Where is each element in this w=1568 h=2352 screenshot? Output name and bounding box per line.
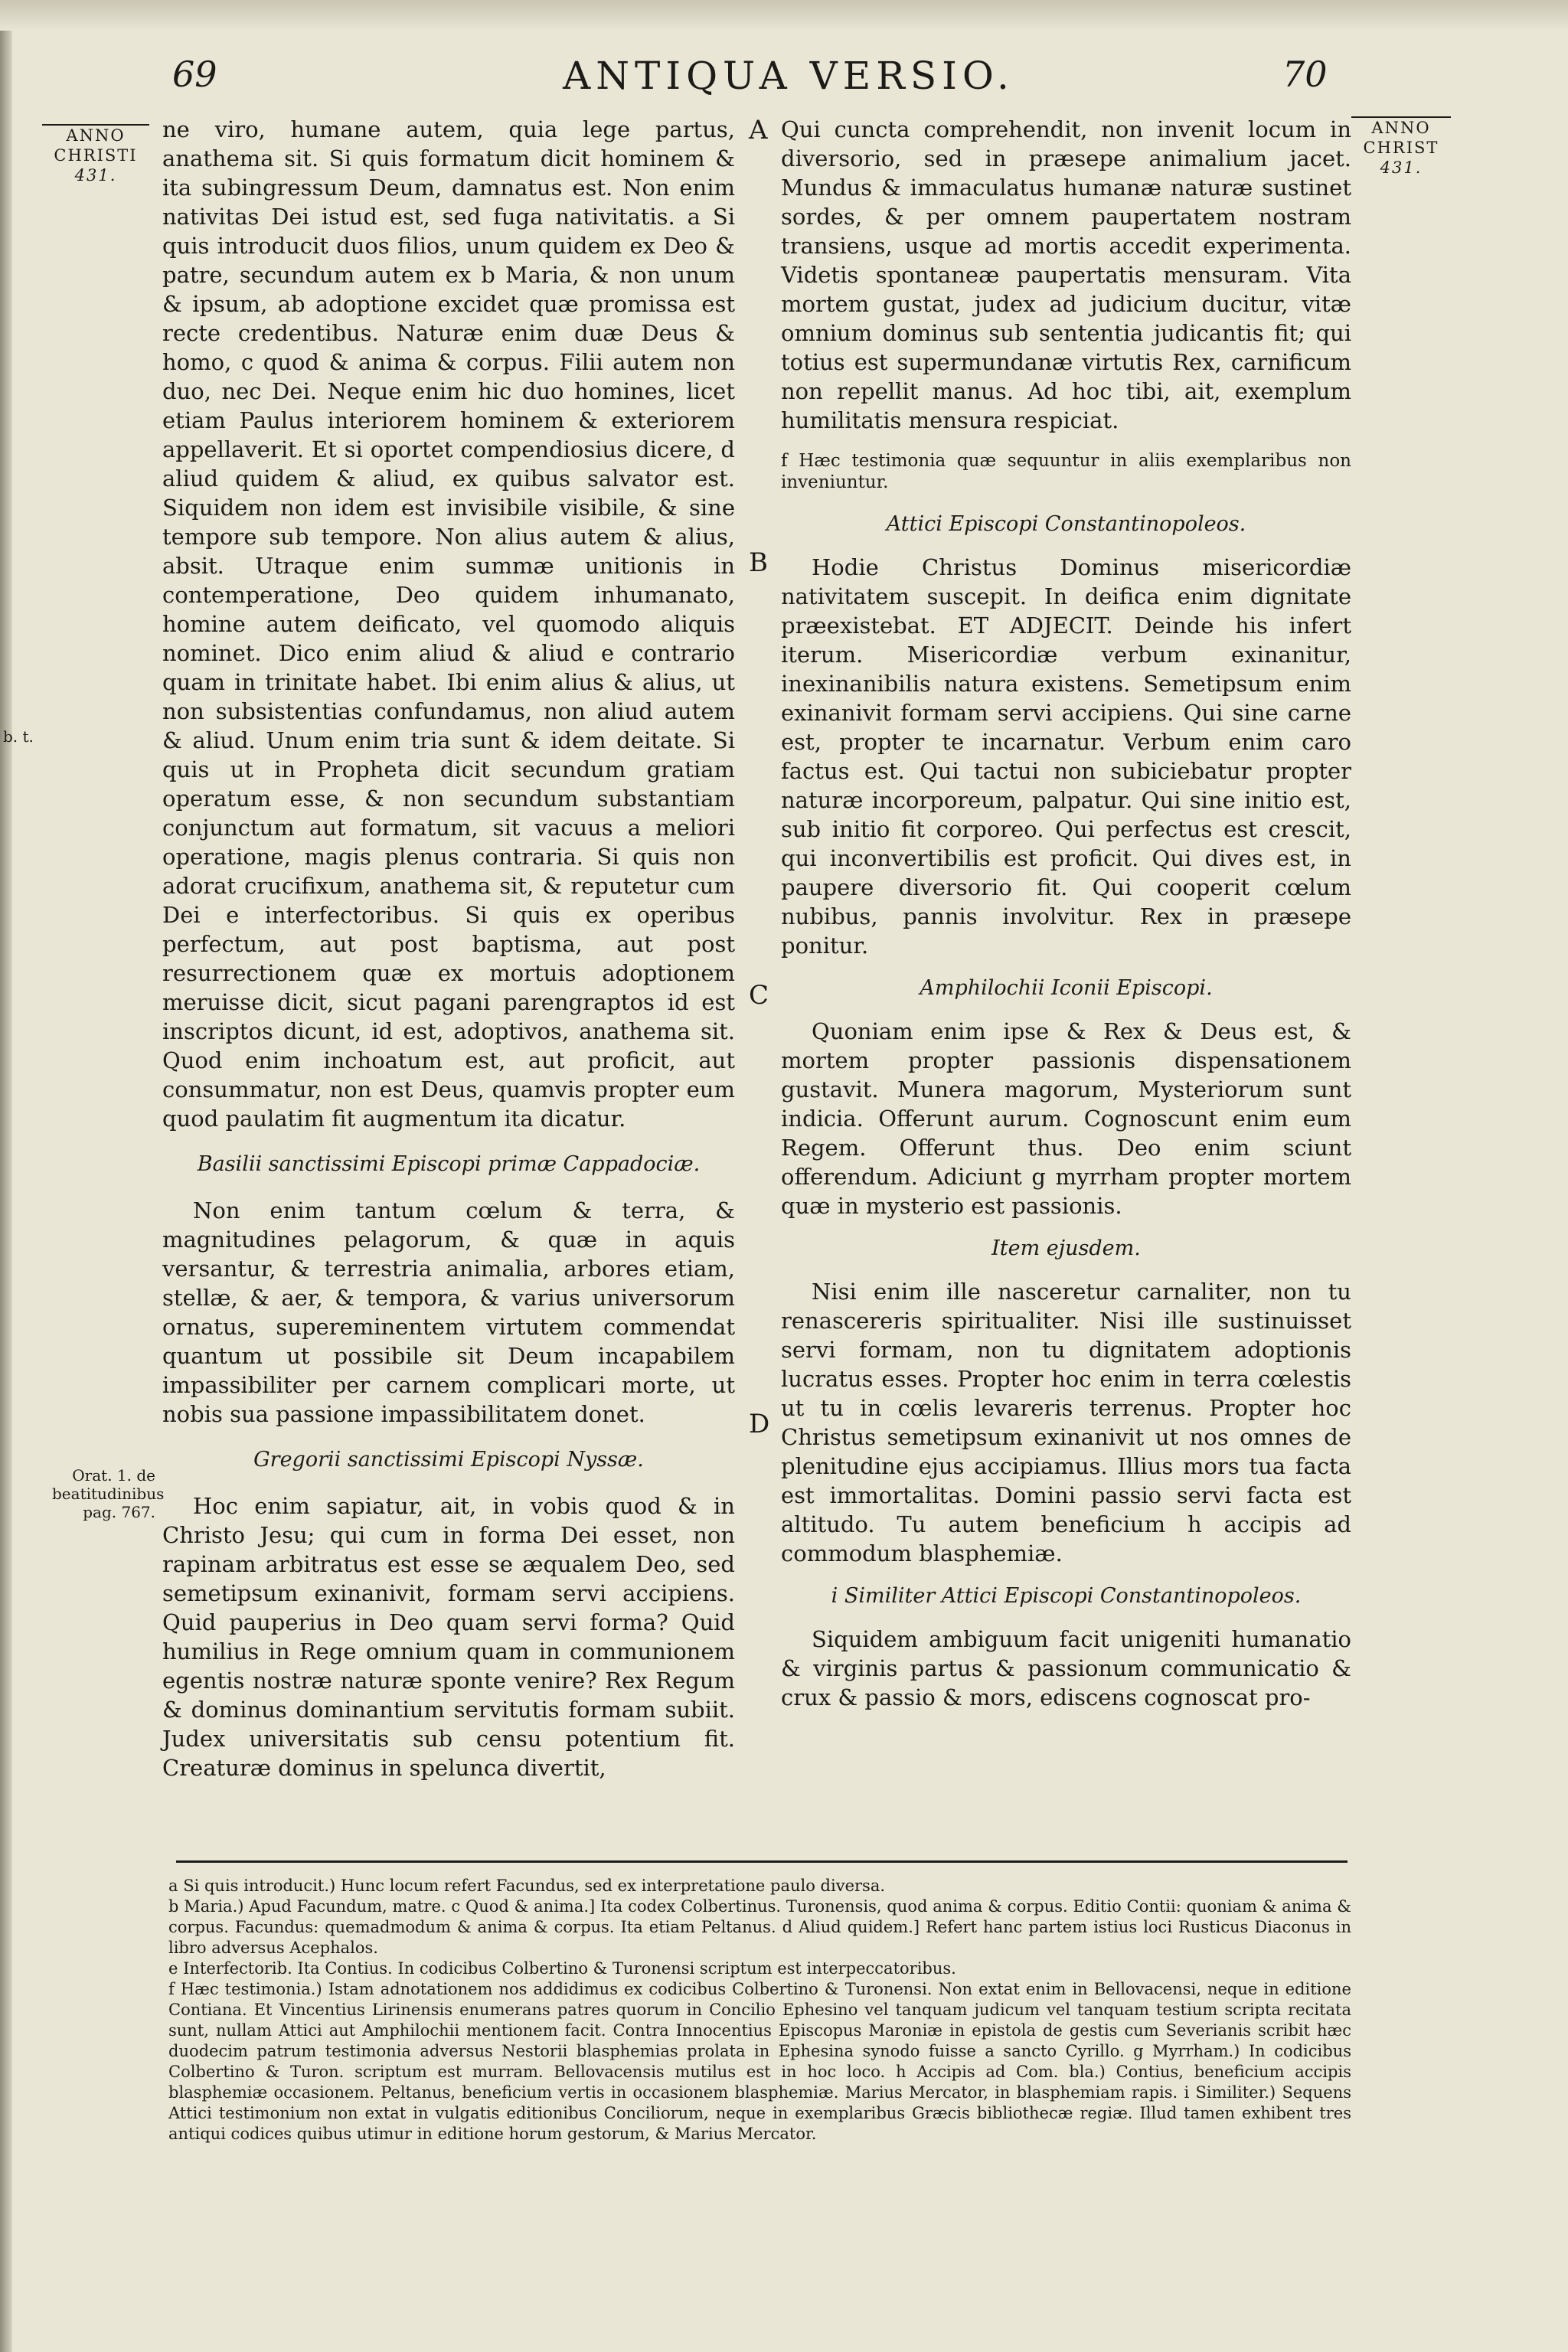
- section-letter-d: D: [749, 1409, 770, 1439]
- heading-amphilochii: Amphilochii Iconii Episcopi.: [920, 976, 1213, 1000]
- right-christi-label: CHRIST: [1363, 139, 1439, 157]
- right-paragraph-1: Qui cuncta comprehendit, non invenit locum in diversorio, sed in præsepe animalium jacet. Mundus & immaculatus humanæ naturæ sustinet sordes, & per omnem paupertatem nostram transiens, usque ad mortis accedit experimenta. Videtis spontaneæ paupertatis mensuram. Vita mortem gustat, judex ad judicium ducitur, vitæ omnium dominus sub sententia judicantis fit; qui totius est supermundanæ virtutis Rex, carnificum non repellit manus. Ad hoc tibi, ait, exemplum humilitatis mensura respiciat.: [781, 116, 1351, 433]
- heading-similiter: i Similiter Attici Episcopi Constantinopoleos.: [831, 1584, 1302, 1608]
- right-page-number: 70: [1282, 54, 1328, 95]
- right-column: [781, 115, 1351, 1712]
- footnote-f: f Hæc testimonia.) Istam adnotationem nos addidimus ex codicibus Colbertino & Turonensi. Non extat enim in Bellovacensi, neque in editione Contiana. Et Vincentius Lirinensis enumerans patres quorum in Concilio Ephesino vel tanquam judicum vel tanquam testium scripta recitata sunt, nullam Attici aut Amphilochii mentionem facit. Contra Innocentius Episcopus Maroniæ in epistola de gestis cum Severianis scribit hæc duodecim patrum testimonia adversus Nestorii blasphemias prolata in Ephesina synodo fuisse a sancto Cyrillo. g Myrrham.) In codicibus Colbertino & Turon. scriptum est murram. Bellovacensis mutilus est in hoc loco. h Accipis ad Com. bla.) Contius, beneficium accipis blasphemiæ occasionem. Peltanus, beneficium vertis in occasionem blasphemiæ. Marius Mercator, in blasphemiam rapis. i Similiter.) Sequens Attici testimonium non extat in vulgatis editionibus Conciliorum, neque in exemplaribus Græcis bibliothecæ regiæ. Illud tamen exhibent tres antiqui codices quibus utimur in editione horum gestorum, & Marius Mercator.: [168, 1980, 1351, 2143]
- footnote-a: a Si quis introducit.) Hunc locum refert Facundus, sed ex interpretatione paulo diversa.: [168, 1877, 886, 1895]
- running-title: ANTIQUA VERSIO.: [563, 54, 1014, 98]
- right-anno-christi: [1351, 116, 1451, 178]
- left-paragraph-2: Non enim tantum cœlum & terra, & magnitudines pelagorum, & quæ in aquis versantur, & terrestria animalia, arbores etiam, stellæ, & aer, & tempora, & varius universorum ornatus, supereminentem virtutem commendat quantum ut possibile sit Deum incapabilem impassibiliter per carnem complicari morte, ut nobis sua passione impassibilitatem donet.: [162, 1197, 735, 1427]
- margin-note-bt: b. t.: [3, 727, 34, 746]
- section-letter-b: B: [749, 547, 768, 578]
- left-page-number: 69: [172, 54, 217, 95]
- footnote-b: b Maria.) Apud Facundum, matre. c Quod & anima.] Ita codex Colbertinus. Turonensis, quod anima & corpus. Editio Contii: quoniam & anima & corpus. Facundus: quemadmodum & anima & corpus. Ita etiam Peltanus. d Aliud quidem.] Refert hanc partem istius loci Rusticus Diaconus in libro adversus Acephalos.: [168, 1897, 1351, 1957]
- left-paragraph-3: Hoc enim sapiatur, ait, in vobis quod & in Christo Jesu; qui cum in forma Dei esset, non rapinam arbitratus est esse se æqualem Deo, sed semetipsum exinanivit, formam servi accipiens. Quid pauperius in Deo quam servi forma? Quid humilius in Rege omnium quam in communionem egentis nostræ naturæ sponte venire? Rex Regum & dominus dominantium servitutis formam subiit. Judex universitatis sub censu potentium fit. Creaturæ dominus in spelunca divertit,: [162, 1493, 735, 1781]
- footnote-e: e Interfectorib. Ita Contius. In codicibus Colbertino & Turonensi scriptum est interpeccatoribus.: [168, 1959, 956, 1978]
- book-spine-shadow: [0, 0, 12, 2352]
- right-paragraph-3: Quoniam enim ipse & Rex & Deus est, & mortem propter passionis dispensationem gustavit. Munera magorum, Mysteriorum sunt indicia. Offerunt aurum. Cognoscunt enim eum Regem. Offerunt thus. Deo enim sciunt offerendum. Adiciunt g myrrham propter mortem quæ in mysterio est passionis.: [781, 1018, 1351, 1219]
- page-top-edge: [0, 0, 1568, 31]
- left-paragraph-1: ne viro, humane autem, quia lege partus, anathema sit. Si quis formatum dicit hominem & ita subingressum Deum, damnatus est. Non enim nativitas Dei istud est, sed fuga nativitatis. a Si quis introducit duos filios, unum quidem ex Deo & patre, secundum autem ex b Maria, & non unum & ipsum, ab adoptione excidet quæ promissa est recte credentibus. Naturæ enim duæ Deus & homo, c quod & anima & corpus. Filii autem non duo, nec Dei. Neque enim hic duo homines, licet etiam Paulus interiorem hominem & exteriorem appellaverit. Et si oportet compendiosius dicere, d aliud quidem & aliud, ex quibus salvator est. Siquidem non idem est invisibile visibile, & sine tempore sub tempore. Non alius autem & alius, absit. Utraque enim summæ unitionis in contemperatione, Deo quidem inhumanato, homine autem deificato, vel quomodo aliquis nominet. Dico enim aliud & aliud e contrario quam in trinitate habet. Ibi enim alius & alius, ut non subsistentias confundamus, non aliud autem & aliud. Unum enim tria sunt & idem deitate. Si quis ut in Propheta dicit secundum gratiam operatum esse, & non secundum substantiam conjunctum aut formatum, sit vacuus a meliori operatione, magis plenus contraria. Si quis non adorat crucifixum, anathema sit, & reputetur cum Dei e interfectoribus. Si quis ex operibus perfectum, aut post baptisma, aut post resurrectionem quæ ex mortuis adoptionem meruisse dicit, sicut pagani parengraptos id est inscriptos dicunt, id est, adoptivos, anathema sit. Quod enim inchoatum est, aut proficit, aut consummatur, non est Deus, quamvis propter eum quod paulatim fit augmentum ita dicatur.: [162, 116, 735, 1132]
- page-header: [0, 54, 1568, 115]
- right-paragraph-2: Hodie Christus Dominus misericordiæ nativitatem suscepit. In deifica enim dignitate præexistebat. ET ADJECIT. Deinde his infert iterum. Misericordiæ verbum exinanitur, inexinanibilis natura existens. Semetipsum enim exinanivit formam servi accipiens. Qui sine carne est, propter te incarnatur. Verbum enim caro factus est. Qui tactui non subiciebatur propter naturæ incorporeum, palpatur. Qui sine initio est, sub initio fit corporeo. Qui perfectus est crescit, qui inconvertibilis est proficit. Qui dives est, in paupere diversorio fit. Qui cooperit cœlum nubibus, pannis involvitur. Rex in præsepe ponitur.: [781, 554, 1351, 959]
- left-anno-christi: [42, 124, 149, 185]
- heading-attici: Attici Episcopi Constantinopoleos.: [886, 512, 1246, 536]
- heading-basil: Basilii sanctissimi Episcopi primæ Cappadociæ.: [197, 1152, 701, 1176]
- right-paragraph-4: Nisi enim ille nasceretur carnaliter, non tu renascereris spiritualiter. Nisi ille sustinuisset servi formam, non tu dignitatem adoptionis lucratus esses. Propter hoc enim in terra cœlestis ut tu in cœlis levareris terrenus. Propter hoc Christus semetipsum exinanivit ut nos omnes de plenitudine ejus accipiamus. Illius mors tua facta est immortalitas. Domini passio servi facta est altitudo. Tu autem beneficium h accipis ad commodum blasphemiæ.: [781, 1279, 1351, 1566]
- footnote-rule: [176, 1860, 1348, 1863]
- left-column: [162, 115, 735, 1782]
- right-year: 431.: [1380, 158, 1423, 177]
- footnotes: [168, 1876, 1351, 2145]
- left-christi-label: CHRISTI: [54, 146, 138, 165]
- margin-note-orat: Orat. 1. de beatitudinibus pag. 767.: [52, 1466, 165, 1521]
- left-anno-label: ANNO: [42, 124, 149, 145]
- right-paragraph-5: Siquidem ambiguum facit unigeniti humanatio & virginis partus & passionum communicatio & crux & passio & mors, ediscens cognoscat pro-: [781, 1626, 1351, 1710]
- heading-gregory: Gregorii sanctissimi Episcopi Nyssæ.: [253, 1448, 644, 1472]
- note-f: f Hæc testimonia quæ sequuntur in aliis exemplaribus non inveniuntur.: [781, 451, 1351, 492]
- section-letter-c: C: [749, 980, 769, 1011]
- right-anno-label: ANNO: [1351, 116, 1451, 138]
- heading-item-ejusdem: Item ejusdem.: [991, 1236, 1141, 1260]
- left-year: 431.: [74, 166, 117, 185]
- section-letter-a: A: [749, 115, 768, 145]
